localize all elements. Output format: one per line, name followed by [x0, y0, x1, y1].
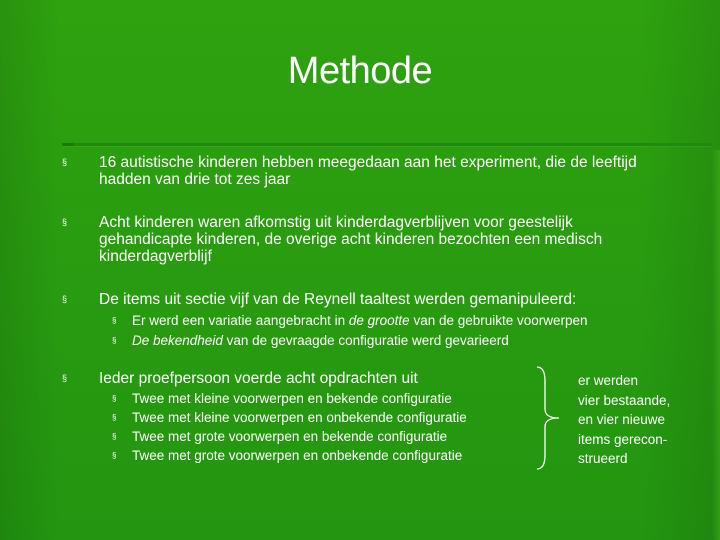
square-bullet-icon: §: [62, 157, 68, 167]
sub-bullet-text-emphasis: de grootte: [348, 313, 410, 328]
bullet-text-line: hadden van drie tot zes jaar: [99, 171, 291, 188]
bullet-text: [99, 214, 719, 265]
square-bullet-icon: §: [112, 413, 117, 422]
bullet-text: [99, 154, 719, 188]
side-note-line: er werden: [578, 373, 639, 388]
sub-bullet-text-emphasis: De bekendheid: [132, 333, 223, 348]
bullet-text: De items uit sectie vijf van de Reynell taaltest werden gemanipuleerd:: [99, 291, 577, 308]
side-note: [578, 371, 718, 469]
sub-bullet-text: [132, 332, 692, 350]
slide-title: Methode: [287, 50, 433, 92]
square-bullet-icon: §: [112, 394, 117, 403]
side-note-line: strueerd: [578, 451, 628, 466]
bullet-text-line: kinderdagverblijf: [99, 248, 212, 265]
bullet-text-line: 16 autistische kinderen hebben meegedaan aan het experiment, die de leeftijd: [99, 154, 637, 171]
sub-bullet-text: Twee met grote voorwerpen en bekende configuratie: [132, 429, 448, 444]
sub-bullet-text-post: van de gevraagde configuratie werd gevarieerd: [222, 333, 509, 348]
sub-bullet-text: Twee met kleine voorwerpen en bekende configuratie: [132, 391, 452, 406]
bullet-text: Ieder proefpersoon voerde acht opdrachten uit: [99, 370, 418, 387]
sub-bullet-text: [132, 312, 692, 330]
square-bullet-icon: §: [112, 336, 117, 345]
square-bullet-icon: §: [112, 432, 117, 441]
sub-bullet-text-post: van de gebruikte voorwerpen: [409, 313, 588, 328]
side-note-line: en vier nieuwe: [578, 412, 666, 427]
square-bullet-icon: §: [62, 294, 68, 304]
right-brace-icon: [533, 365, 573, 471]
sub-bullet-text: Twee met grote voorwerpen en onbekende configuratie: [132, 448, 463, 463]
square-bullet-icon: §: [62, 373, 68, 383]
square-bullet-icon: §: [112, 316, 117, 325]
bullet-text-line: Acht kinderen waren afkomstig uit kinderdagverblijven voor geestelijk: [99, 214, 573, 231]
sub-bullet-text-pre: Er werd een variatie aangebracht in: [132, 313, 349, 328]
bullet-text-line: gehandicapte kinderen, de overige acht kinderen bezochten een medisch: [99, 231, 603, 248]
square-bullet-icon: §: [112, 451, 117, 460]
square-bullet-icon: §: [62, 217, 68, 227]
sub-bullet-text: Twee met kleine voorwerpen en onbekende configuratie: [132, 410, 467, 425]
side-note-line: items gerecon-: [578, 431, 668, 447]
side-note-line: vier bestaande,: [578, 392, 671, 408]
